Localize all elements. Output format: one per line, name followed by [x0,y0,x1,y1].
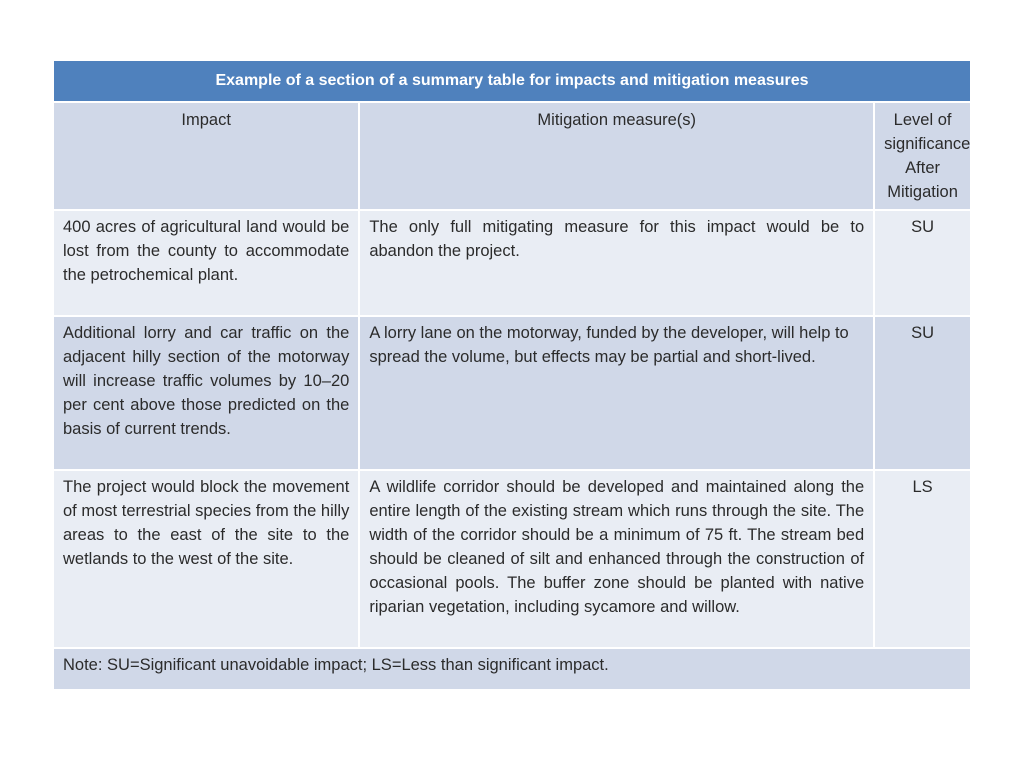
mitigation-cell: A lorry lane on the motorway, funded by the developer, will help to spread the volume, but effects may be partial and short-lived. [359,316,874,470]
level-cell: LS [874,470,971,648]
impact-cell: Additional lorry and car traffic on the adjacent hilly section of the motorway will increase traffic volumes by 10–20 per cent above those predicted on the basis of current trends. [53,316,359,470]
header-level: Level of significance After Mitigation [874,102,971,210]
summary-table [52,59,972,691]
header-row [53,102,971,210]
table-row [53,316,971,470]
header-mitigation: Mitigation measure(s) [359,102,874,210]
header-impact: Impact [53,102,359,210]
mitigation-cell: A wildlife corridor should be developed and maintained along the entire length of the existing stream which runs through the site. The width of the corridor should be a minimum of 75 ft. The stream bed should be cleaned of silt and enhanced through the construction of occasional pools. The buffer zone should be planted with native riparian vegetation, including sycamore and willow. [359,470,874,648]
table-note: Note: SU=Significant unavoidable impact; LS=Less than significant impact. [53,648,971,690]
mitigation-cell: The only full mitigating measure for this impact would be to abandon the project. [359,210,874,316]
impact-cell: The project would block the movement of most terrestrial species from the hilly areas to the east of the site to the wetlands to the west of the site. [53,470,359,648]
level-cell: SU [874,210,971,316]
level-cell: SU [874,316,971,470]
table-title: Example of a section of a summary table for impacts and mitigation measures [53,60,971,102]
table-row [53,470,971,648]
table-row [53,210,971,316]
impact-cell: 400 acres of agricultural land would be lost from the county to accommodate the petrochemical plant. [53,210,359,316]
